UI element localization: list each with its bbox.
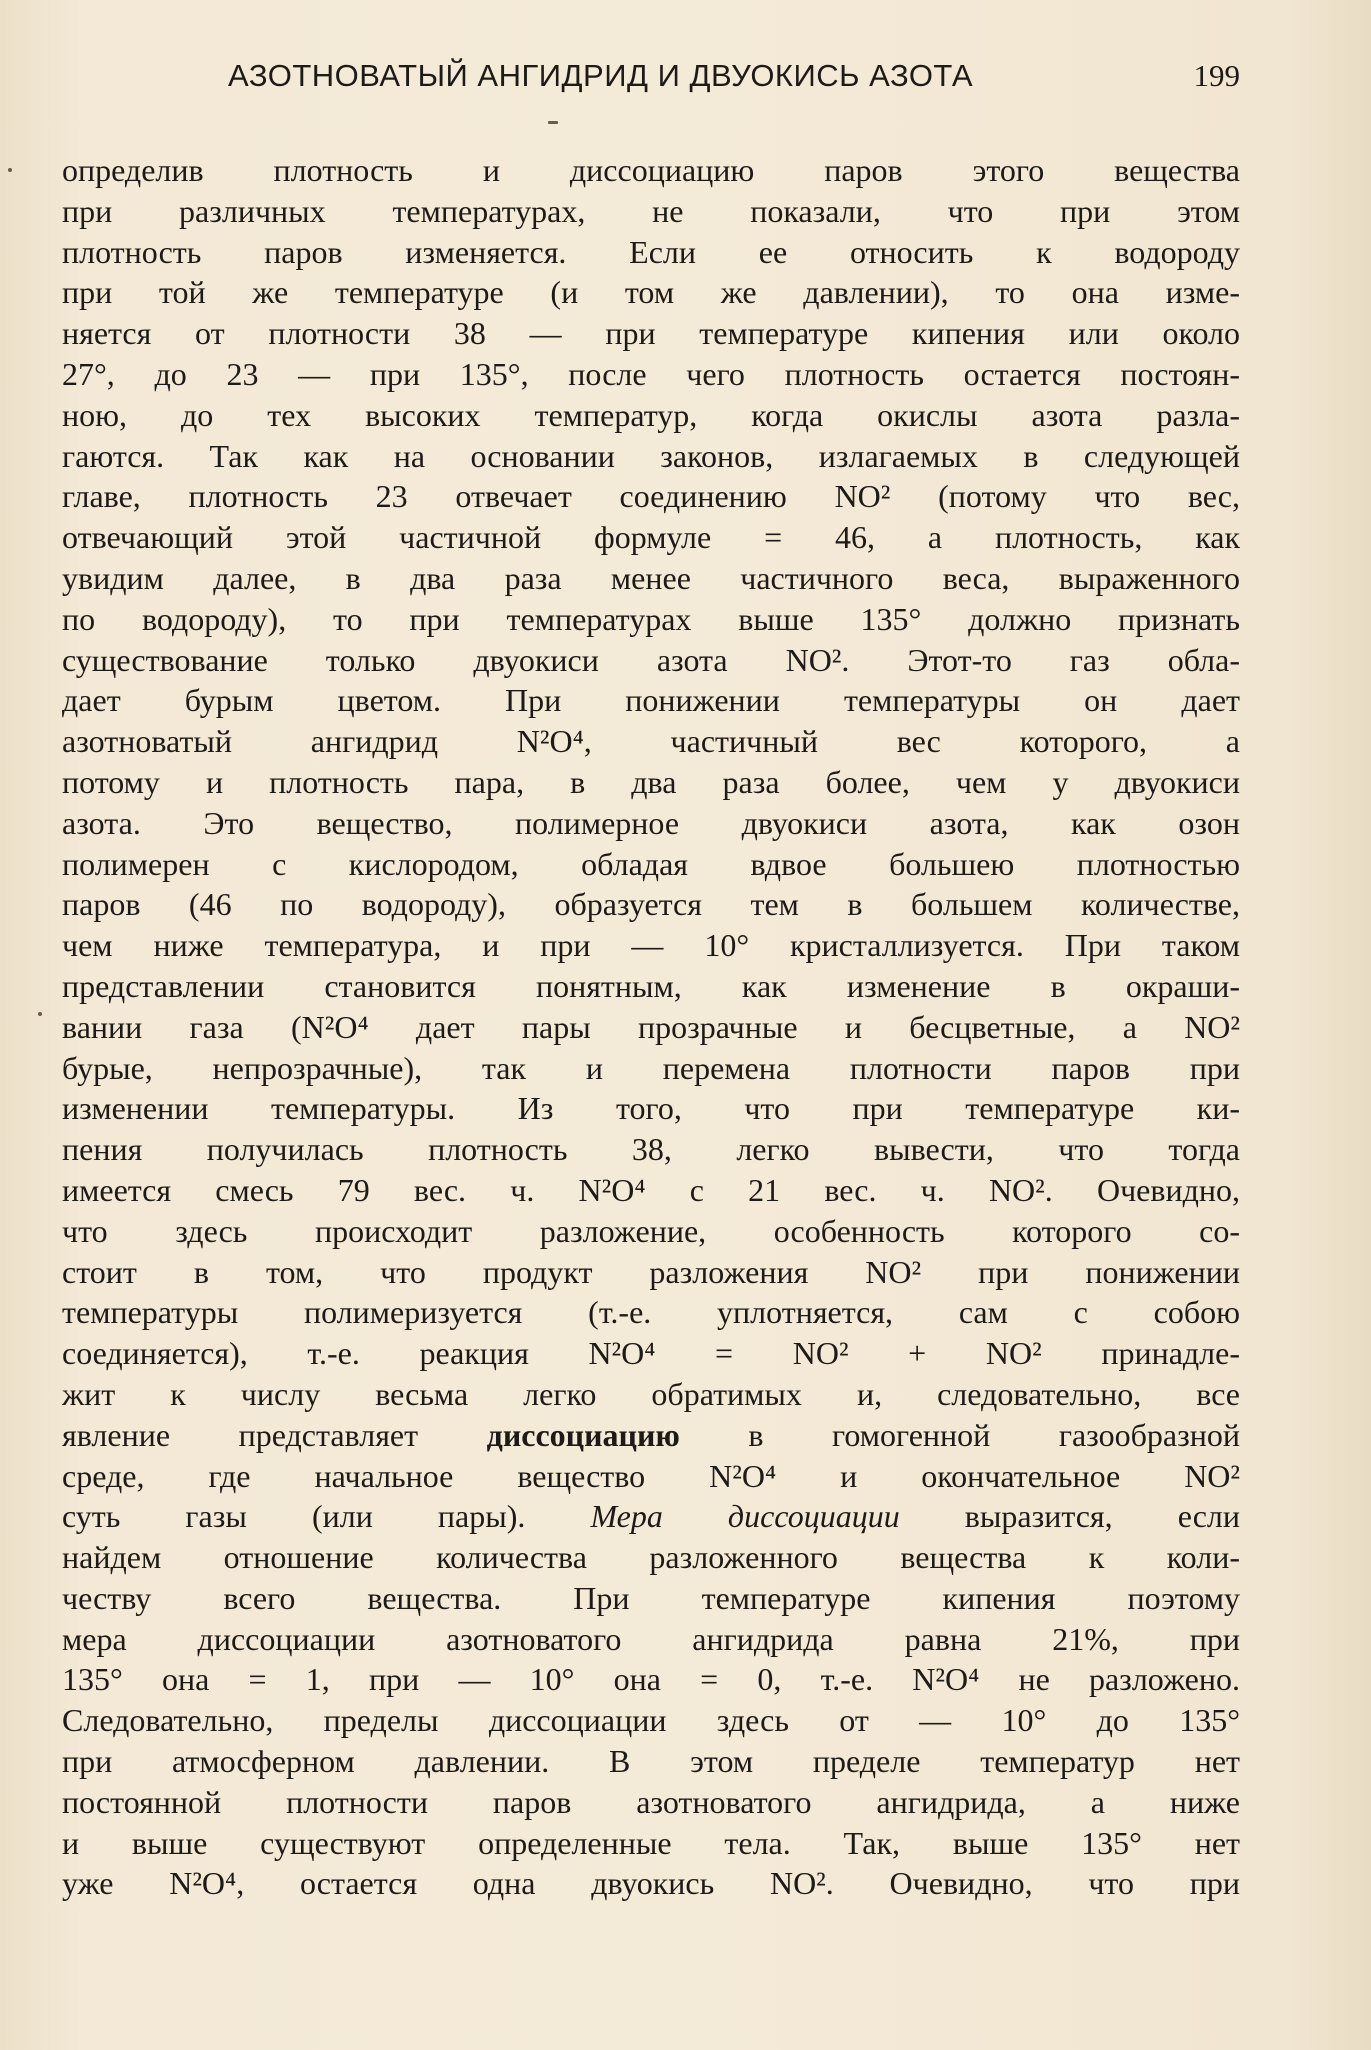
text-line: найдем отношение количества разложенного вещества к коли- <box>62 1539 1240 1576</box>
text-line: существование только двуокиси азота NO². Этот-то газ обла- <box>62 641 1240 678</box>
text-line: и выше существуют определенные тела. Так, выше 135° нет <box>62 1824 1240 1861</box>
text-line: уже N²O⁴, остается одна двуокись NO². Очевидно, что при <box>62 1865 1240 1902</box>
running-header <box>228 58 1240 102</box>
text-line: ною, до тех высоких температур, когда окислы азота разла- <box>62 396 1240 433</box>
text-line: среде, где начальное вещество N²O⁴ и окончательное NO² <box>62 1457 1240 1494</box>
text-line: чем ниже температура, и при — 10° кристаллизуется. При таком <box>62 927 1240 964</box>
print-speck <box>548 121 558 124</box>
text-line: 135° она = 1, при — 10° она = 0, т.-е. N²O⁴ не разложено. <box>62 1661 1240 1698</box>
text-line: отвечающий этой частичной формуле = 46, а плотность, как <box>62 519 1240 556</box>
print-speck <box>38 1012 42 1016</box>
text-line-with-italic-term <box>62 1496 1240 1537</box>
text-line: азотноватый ангидрид N²O⁴, частичный вес которого, а <box>62 723 1240 760</box>
text-line: постоянной плотности паров азотноватого ангидрида, а ниже <box>62 1783 1240 1820</box>
text-line: определив плотность и диссоциацию паров этого вещества <box>62 152 1240 188</box>
text-line: 27°, до 23 — при 135°, после чего плотность остается постоян- <box>62 355 1240 392</box>
line-tail: выразится, если <box>899 1498 1240 1535</box>
text-line: азота. Это вещество, полимерное двуокиси азота, как озон <box>62 804 1240 841</box>
text-line: паров (46 по водороду), образуется тем в большем количестве, <box>62 886 1240 923</box>
text-line: представлении становится понятным, как изменение в окраши- <box>62 967 1240 1004</box>
text-line: мера диссоциации азотноватого ангидрида равна 21%, при <box>62 1620 1240 1657</box>
text-line: температуры полимеризуется (т.-е. уплотняется, сам с собою <box>62 1294 1240 1331</box>
text-line-with-bold-term <box>62 1415 1240 1456</box>
text-line: жит к числу весьма легко обратимых и, следовательно, все <box>62 1375 1240 1412</box>
text-line: вании газа (N²O⁴ дает пары прозрачные и бесцветные, а NO² <box>62 1008 1240 1045</box>
text-line: при различных температурах, не показали, что при этом <box>62 192 1240 229</box>
running-title: АЗОТНОВАТЫЙ АНГИДРИД И ДВУОКИСЬ АЗОТА <box>228 58 974 93</box>
text-line: увидим далее, в два раза менее частичного веса, выраженного <box>62 559 1240 596</box>
page-number: 199 <box>1193 58 1240 93</box>
text-line: пения получилась плотность 38, легко вывести, что тогда <box>62 1131 1240 1168</box>
text-line: дает бурым цветом. При понижении температуры он дает <box>62 682 1240 719</box>
text-line: бурые, непрозрачные), так и перемена плотности паров при <box>62 1049 1240 1086</box>
text-line: главе, плотность 23 отвечает соединению NO² (потому что вес, <box>62 478 1240 515</box>
text-line: гаются. Так как на основании законов, излагаемых в следующей <box>62 437 1240 474</box>
text-line: честву всего вещества. При температуре кипения поэтому <box>62 1579 1240 1616</box>
text-line: стоит в том, что продукт разложения NO² при понижении <box>62 1253 1240 1290</box>
text-line: потому и плотность пара, в два раза более, чем у двуокиси <box>62 763 1240 800</box>
text-line: няется от плотности 38 — при температуре кипения или около <box>62 315 1240 352</box>
bold-term: диссоциацию <box>486 1416 680 1453</box>
print-speck <box>8 168 12 172</box>
text-line: что здесь происходит разложение, особенность которого со- <box>62 1212 1240 1249</box>
text-line: Следовательно, пределы диссоциации здесь от — 10° до 135° <box>62 1702 1240 1739</box>
line-lead: суть газы (или пары). <box>62 1498 591 1535</box>
text-line: полимерен с кислородом, обладая вдвое большею плотностью <box>62 845 1240 882</box>
text-line: при атмосферном давлении. В этом пределе температур нет <box>62 1743 1240 1780</box>
text-line: имеется смесь 79 вес. ч. N²O⁴ с 21 вес. ч. NO². Очевидно, <box>62 1171 1240 1208</box>
text-line: плотность паров изменяется. Если ее относить к водороду <box>62 233 1240 270</box>
body-text <box>62 150 1240 1904</box>
line-tail: в гомогенной газообразной <box>679 1416 1240 1453</box>
line-lead: явление представляет <box>62 1416 487 1453</box>
text-line: соединяется), т.-е. реакция N²O⁴ = NO² + NO² принадле- <box>62 1335 1240 1372</box>
text-line: изменении температуры. Из того, что при температуре ки- <box>62 1090 1240 1127</box>
text-line: по водороду), то при температурах выше 135° должно признать <box>62 600 1240 637</box>
italic-term: Мера диссоциации <box>590 1498 900 1535</box>
text-line: при той же температуре (и том же давлении), то она изме- <box>62 274 1240 311</box>
